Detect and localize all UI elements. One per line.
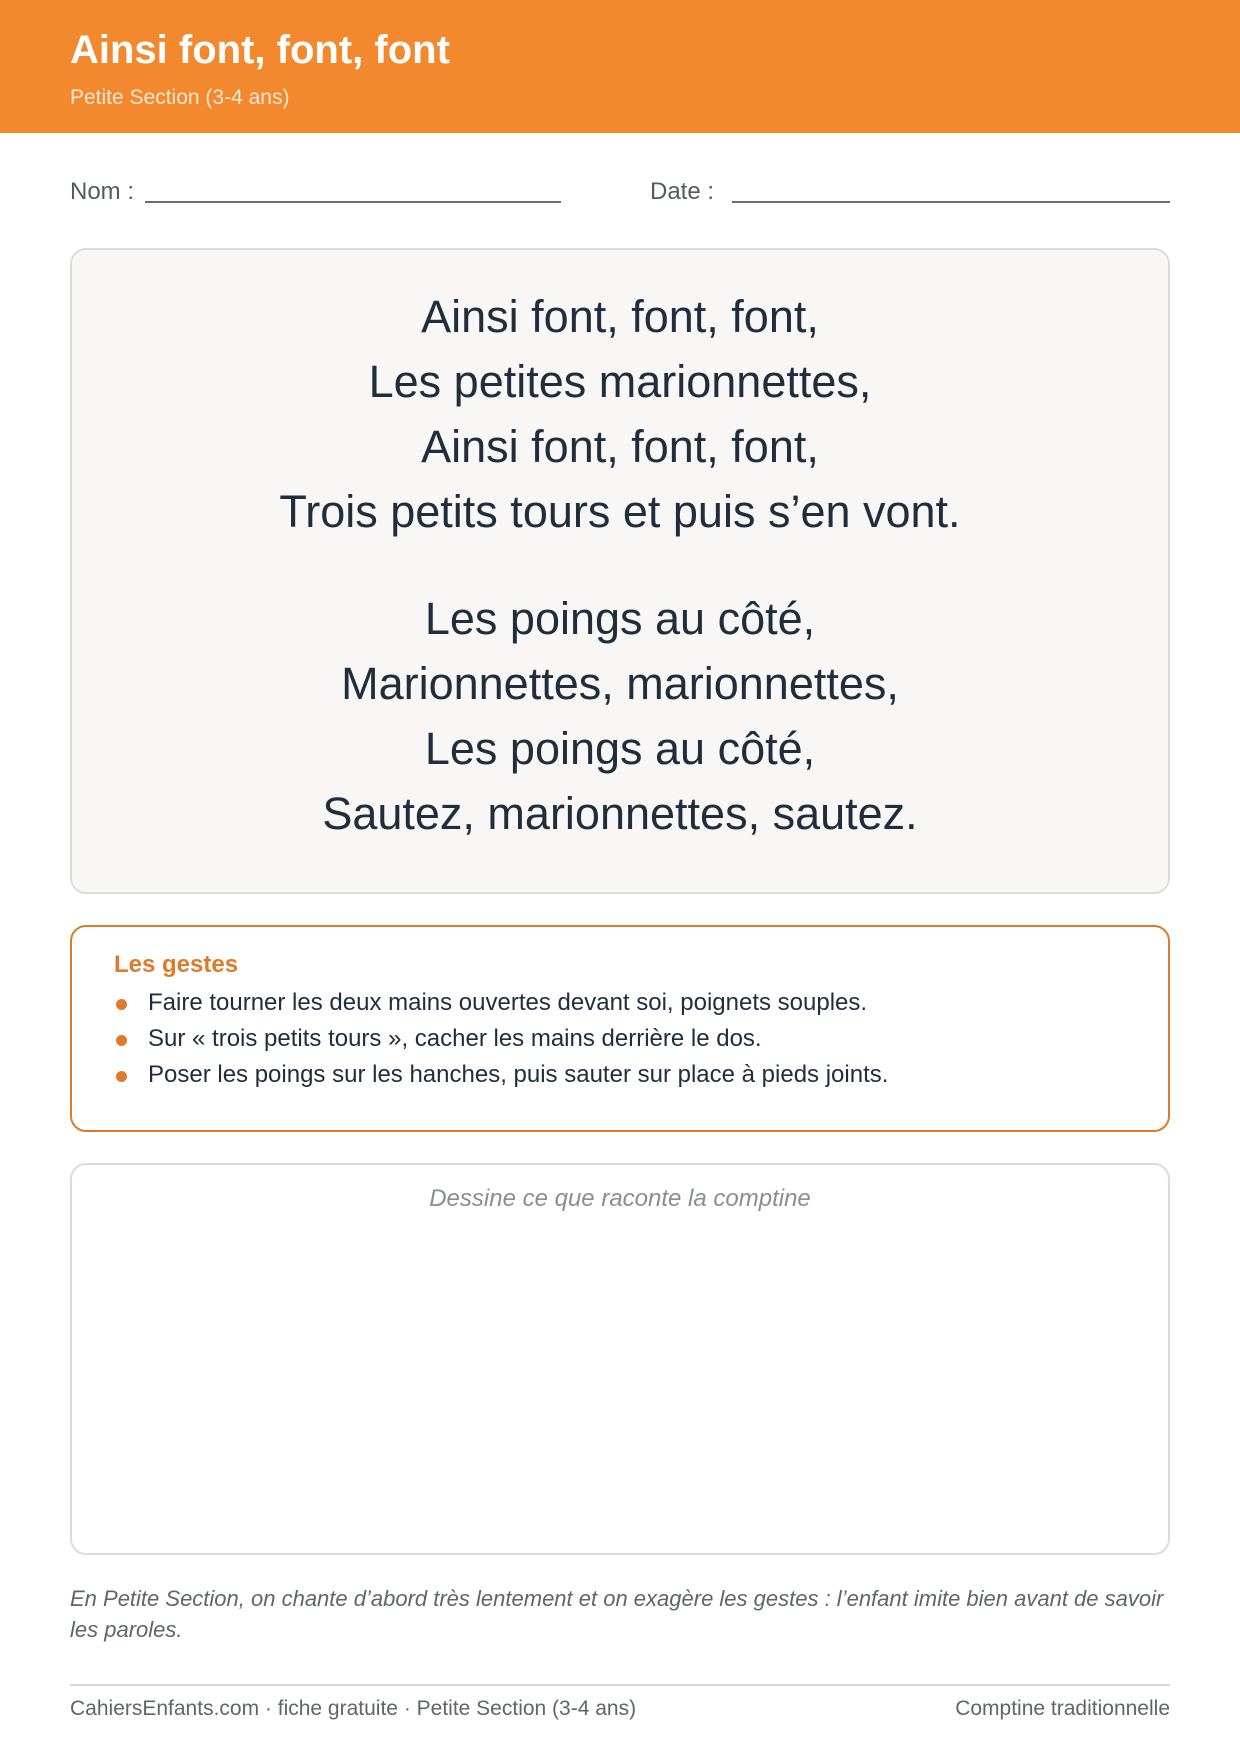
verse: Ainsi font, font, font, [421,291,819,342]
date-field[interactable] [732,201,1170,203]
bullet-dot-icon [116,1071,127,1082]
gestes-list [114,985,888,1093]
page-header [0,0,1240,133]
bullet-dot-icon [116,999,127,1010]
footer-divider [70,1684,1170,1686]
drawing-area[interactable] [70,1163,1170,1555]
stanza-2 [72,586,1168,846]
date-label: Date : [650,178,715,205]
verse: Les poings au côté, [424,593,816,644]
teacher-note: En Petite Section, on chante d’abord très lentement et on exagère les gestes : l’enfant imite bien avant de savoir les paroles. [70,1586,1164,1642]
list-item-text: Poser les poings sur les hanches, puis sauter sur place à pieds joints. [148,1061,889,1088]
verse: Ainsi font, font, font, [421,421,819,472]
verse: Sautez, marionnettes, sautez. [322,788,918,839]
verse: Les petites marionnettes, [368,356,872,407]
bullet-dot-icon [116,1035,127,1046]
stanza-1 [72,284,1168,544]
name-field[interactable] [145,201,561,203]
verse: Trois petits tours et puis s’en vont. [279,486,961,537]
list-item-text: Faire tourner les deux mains ouvertes devant soi, poignets souples. [148,989,868,1016]
gestes-box [70,925,1170,1132]
footer-left: CahiersEnfants.com · fiche gratuite · Petite Section (3-4 ans) [70,1697,637,1720]
page-subtitle: Petite Section (3-4 ans) [70,86,290,109]
drawing-prompt: Dessine ce que raconte la comptine [429,1185,811,1212]
list-item [114,985,888,1021]
gestes-title: Les gestes [114,951,239,978]
name-label: Nom : [70,178,135,205]
footer-right: Comptine traditionnelle [955,1697,1170,1720]
list-item-text: Sur « trois petits tours », cacher les mains derrière le dos. [148,1025,762,1052]
page-title: Ainsi font, font, font [70,28,450,72]
verse: Les poings au côté, [424,723,816,774]
poem-box [70,248,1170,894]
list-item [114,1057,888,1093]
list-item [114,1021,888,1057]
verse: Marionnettes, marionnettes, [341,658,899,709]
